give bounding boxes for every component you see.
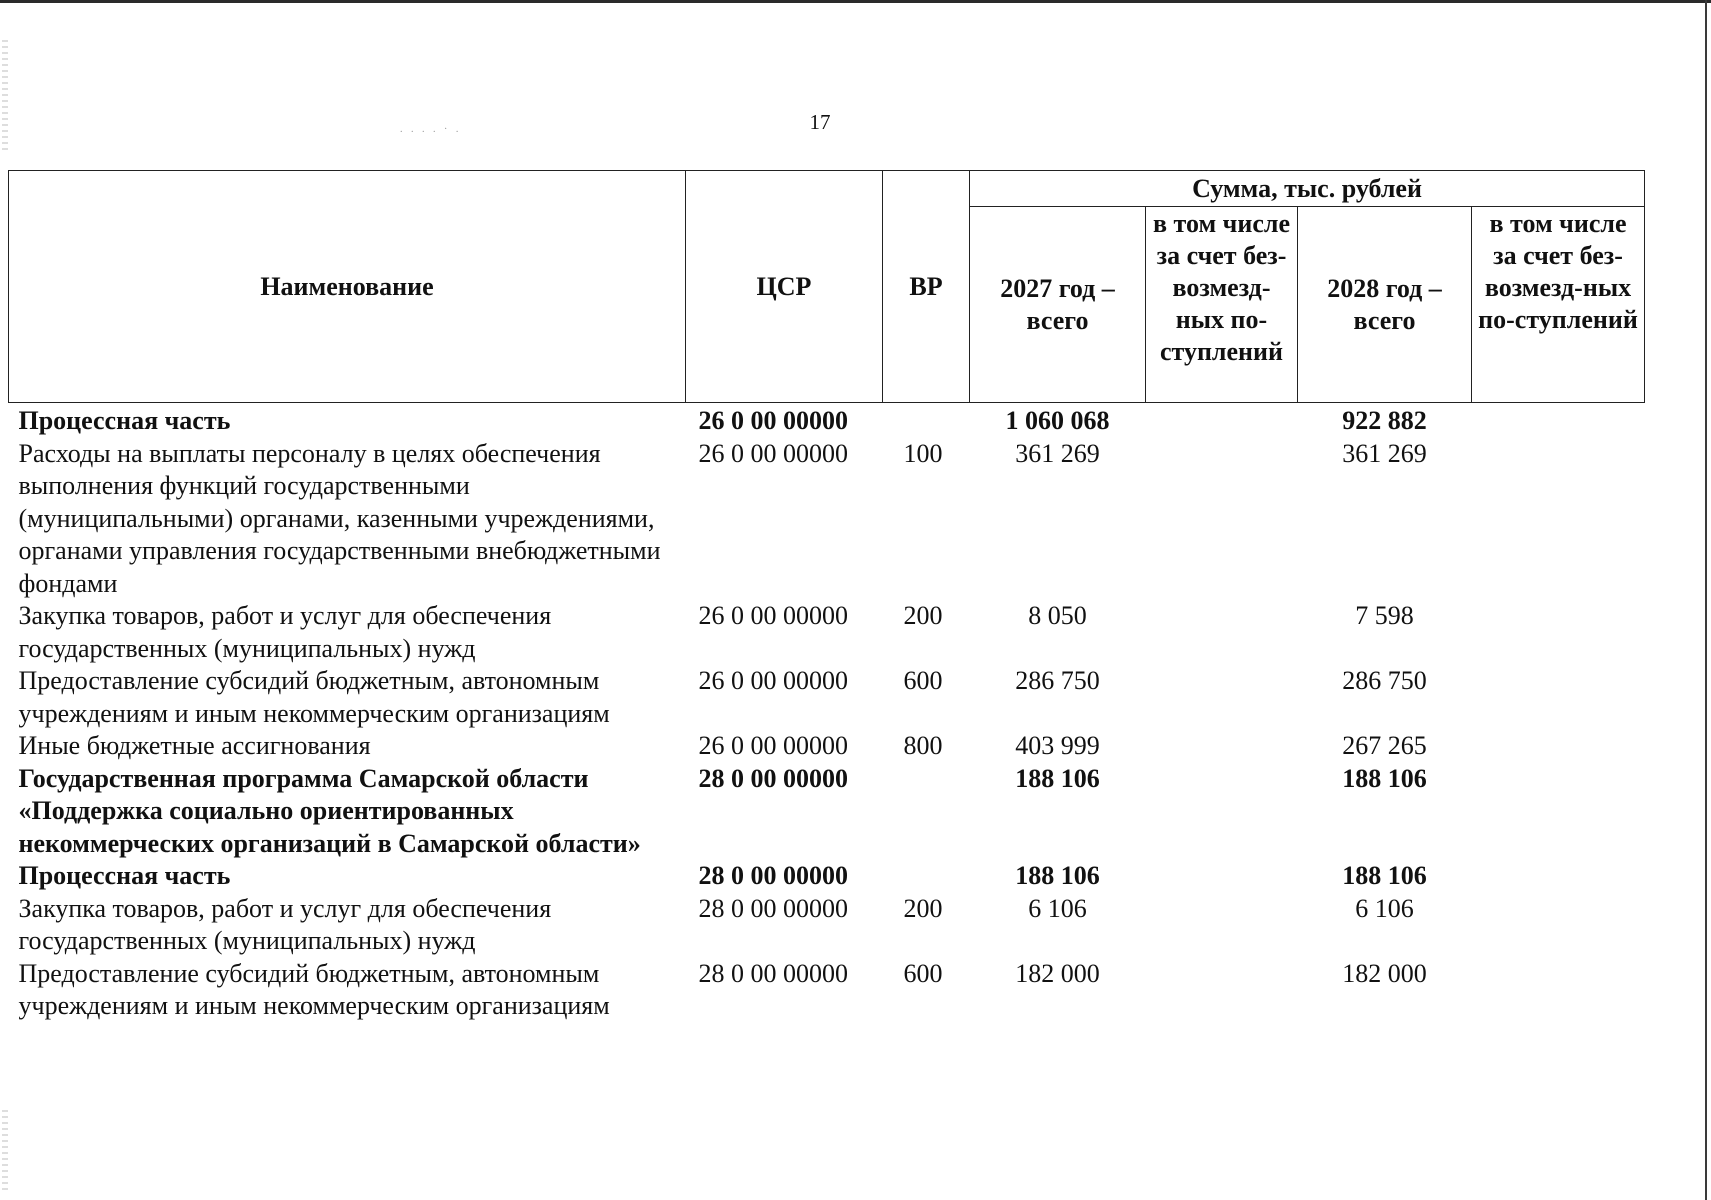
row-2027-free	[1146, 403, 1298, 438]
row-csr: 26 0 00 00000	[698, 406, 848, 435]
row-name: Процессная часть	[18, 861, 231, 890]
row-2028-free	[1472, 893, 1645, 958]
table-row	[9, 730, 1645, 763]
row-csr: 28 0 00 00000	[698, 763, 848, 793]
row-name: Предоставление субсидий бюджетным, автономным учреждениям и иным некоммерческим организациям	[18, 666, 610, 728]
row-vr: 200	[903, 893, 943, 923]
row-2027-total: 6 106	[1028, 893, 1087, 923]
row-2028-total: 361 269	[1342, 438, 1427, 468]
row-2028-total: 6 106	[1355, 893, 1414, 923]
table-row	[9, 893, 1645, 958]
row-csr: 26 0 00 00000	[698, 731, 848, 760]
row-2028-free	[1472, 438, 1645, 601]
row-2028-free	[1472, 403, 1645, 438]
budget-table	[8, 170, 1645, 1023]
row-name: Закупка товаров, работ и услуг для обеспечения государственных (муниципальных) нужд	[18, 893, 552, 955]
row-vr	[883, 763, 970, 861]
row-2027-total: 188 106	[1015, 763, 1100, 793]
table-row	[9, 438, 1645, 601]
table-row	[9, 860, 1645, 893]
row-vr: 600	[903, 958, 943, 988]
row-name: Закупка товаров, работ и услуг для обеспечения государственных (муниципальных) нужд	[18, 601, 552, 663]
table-row	[9, 600, 1645, 665]
row-2028-free	[1472, 958, 1645, 1023]
table-body	[9, 403, 1645, 1023]
table-row	[9, 763, 1645, 861]
row-name: Расходы на выплаты персоналу в целях обеспечения выполнения функций государственными (муниципальными) органами, казенными учреждениями, органами управления государственными внебюджетными фондами	[18, 438, 661, 598]
page-number: 17	[809, 110, 831, 134]
row-vr: 100	[903, 438, 943, 468]
row-2027-free	[1146, 730, 1298, 763]
row-2028-total: 7 598	[1355, 601, 1414, 630]
row-2028-total: 286 750	[1342, 666, 1427, 695]
header-2028-total: 2028 год – всего	[1298, 207, 1472, 403]
row-2027-free	[1146, 438, 1298, 601]
row-2027-free	[1146, 600, 1298, 665]
table-header	[9, 171, 1645, 403]
row-name: Предоставление субсидий бюджетным, автономным учреждениям и иным некоммерческим организациям	[18, 958, 610, 1020]
row-vr: 200	[903, 601, 943, 630]
row-2028-free	[1472, 600, 1645, 665]
row-2028-total: 267 265	[1342, 731, 1427, 760]
row-2027-total: 286 750	[1015, 666, 1100, 695]
row-name: Процессная часть	[18, 406, 231, 435]
row-name: Иные бюджетные ассигнования	[18, 731, 371, 760]
row-2028-total: 188 106	[1342, 861, 1427, 890]
row-csr: 26 0 00 00000	[698, 438, 848, 468]
row-csr: 28 0 00 00000	[698, 958, 848, 988]
row-vr: 600	[903, 666, 943, 695]
row-2028-free	[1472, 860, 1645, 893]
row-2028-free	[1472, 665, 1645, 730]
table-row	[9, 958, 1645, 1023]
table-row	[9, 665, 1645, 730]
scan-edge-noise	[2, 1110, 8, 1190]
row-2027-free	[1146, 958, 1298, 1023]
header-2027-free: в том числе за счет без-возмезд-ных по-ступлений	[1146, 207, 1298, 403]
row-2027-total: 403 999	[1015, 731, 1100, 760]
row-name: Государственная программа Самарской области «Поддержка социально ориентированных некоммерческих организаций в Самарской области»	[18, 763, 641, 858]
row-2027-total: 8 050	[1028, 601, 1087, 630]
row-csr: 28 0 00 00000	[698, 861, 848, 890]
table-row	[9, 403, 1645, 438]
row-2028-total: 922 882	[1342, 406, 1427, 435]
row-2028-free	[1472, 730, 1645, 763]
row-2028-free	[1472, 763, 1645, 861]
row-vr	[883, 403, 970, 438]
row-2027-total: 361 269	[1015, 438, 1100, 468]
row-2027-total: 1 060 068	[1005, 406, 1110, 435]
row-2027-free	[1146, 763, 1298, 861]
header-2027-total: 2027 год – всего	[970, 207, 1146, 403]
header-csr: ЦСР	[686, 171, 883, 403]
row-2028-total: 182 000	[1342, 958, 1427, 988]
row-vr	[883, 860, 970, 893]
row-csr: 26 0 00 00000	[698, 666, 848, 695]
row-csr: 26 0 00 00000	[698, 601, 848, 630]
row-2027-total: 188 106	[1015, 861, 1100, 890]
header-sum-group: Сумма, тыс. рублей	[970, 171, 1645, 207]
row-2028-total: 188 106	[1342, 763, 1427, 793]
row-2027-free	[1146, 893, 1298, 958]
row-vr: 800	[903, 731, 943, 760]
header-name: Наименование	[9, 171, 686, 403]
scan-top-border	[0, 0, 1711, 3]
scan-right-border	[1705, 0, 1707, 1200]
scan-artifact-dots: . . . . · .	[400, 124, 462, 135]
row-2027-total: 182 000	[1015, 958, 1100, 988]
row-2027-free	[1146, 665, 1298, 730]
header-vr: ВР	[883, 171, 970, 403]
row-2027-free	[1146, 860, 1298, 893]
header-2028-free: в том числе за счет без-возмезд-ных по-ступлений	[1472, 207, 1645, 403]
row-csr: 28 0 00 00000	[698, 893, 848, 923]
